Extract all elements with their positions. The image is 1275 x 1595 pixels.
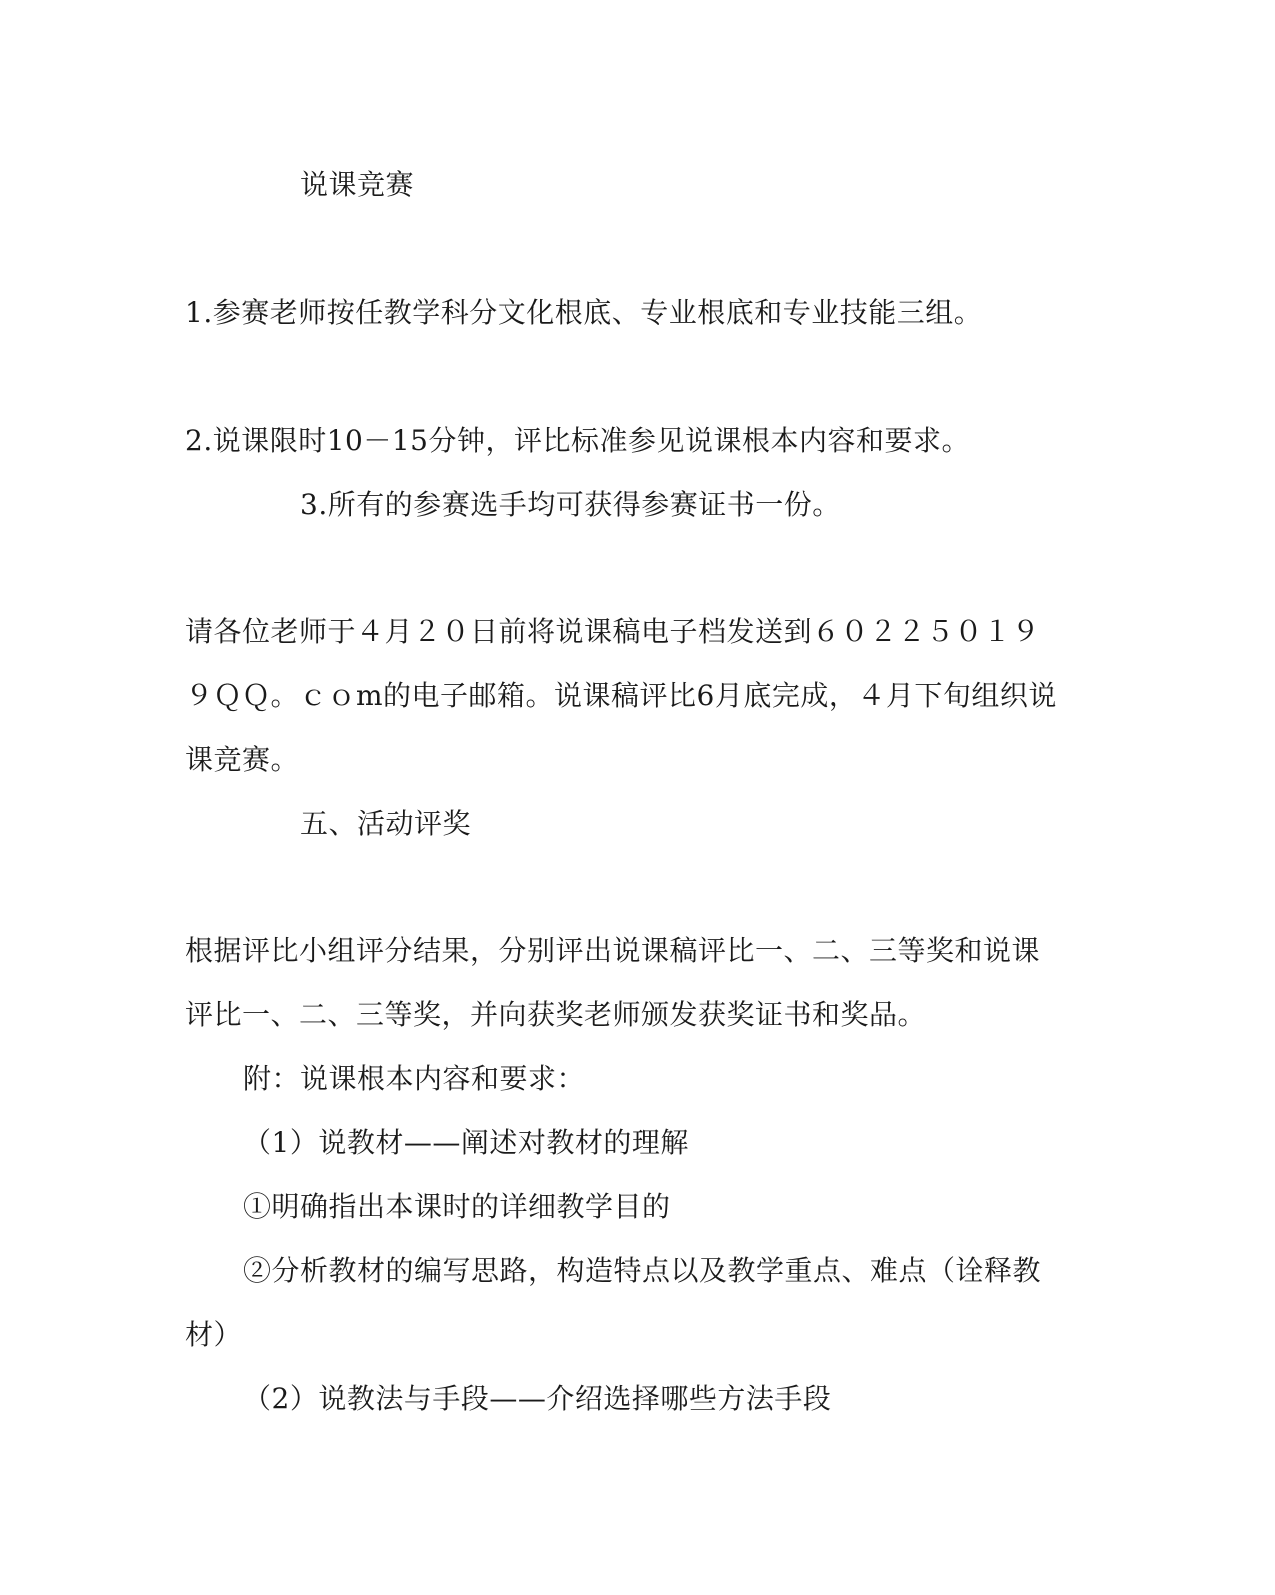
list-item: ②分析教材的编写思路，构造特点以及教学重点、难点（诠释教 (243, 1254, 1042, 1287)
section-heading-speaking-contest: 说课竞赛 (300, 168, 415, 201)
paragraph-line: 根据评比小组评分结果，分别评出说课稿评比一、二、三等奖和说课 (185, 934, 1041, 967)
list-item: （1）说教材——阐述对教材的理解 (243, 1126, 689, 1159)
list-item: ①明确指出本课时的详细教学目的 (243, 1190, 671, 1223)
paragraph-line: 1.参赛老师按任教学科分文化根底、专业根底和专业技能三组。 (185, 296, 983, 329)
paragraph-line: 评比一、二、三等奖，并向获奖老师颁发获奖证书和奖品。 (185, 998, 927, 1031)
paragraph-line: 课竞赛。 (185, 743, 300, 776)
list-item: （2）说教法与手段——介绍选择哪些方法手段 (243, 1382, 832, 1415)
paragraph-line: ９ＱＱ。ｃｏm的电子邮箱。说课稿评比6月底完成，４月下旬组织说 (185, 679, 1057, 712)
section-heading-awards: 五、活动评奖 (300, 807, 472, 840)
paragraph-line: 3.所有的参赛选手均可获得参赛证书一份。 (300, 488, 841, 521)
appendix-heading: 附：说课根本内容和要求： (243, 1062, 586, 1095)
paragraph-line: 请各位老师于４月２０日前将说课稿电子档发送到６０２２５０１９ (185, 615, 1041, 648)
list-item-continuation: 材） (185, 1318, 243, 1351)
paragraph-line: 2.说课限时10－15分钟，评比标准参见说课根本内容和要求。 (185, 424, 970, 457)
